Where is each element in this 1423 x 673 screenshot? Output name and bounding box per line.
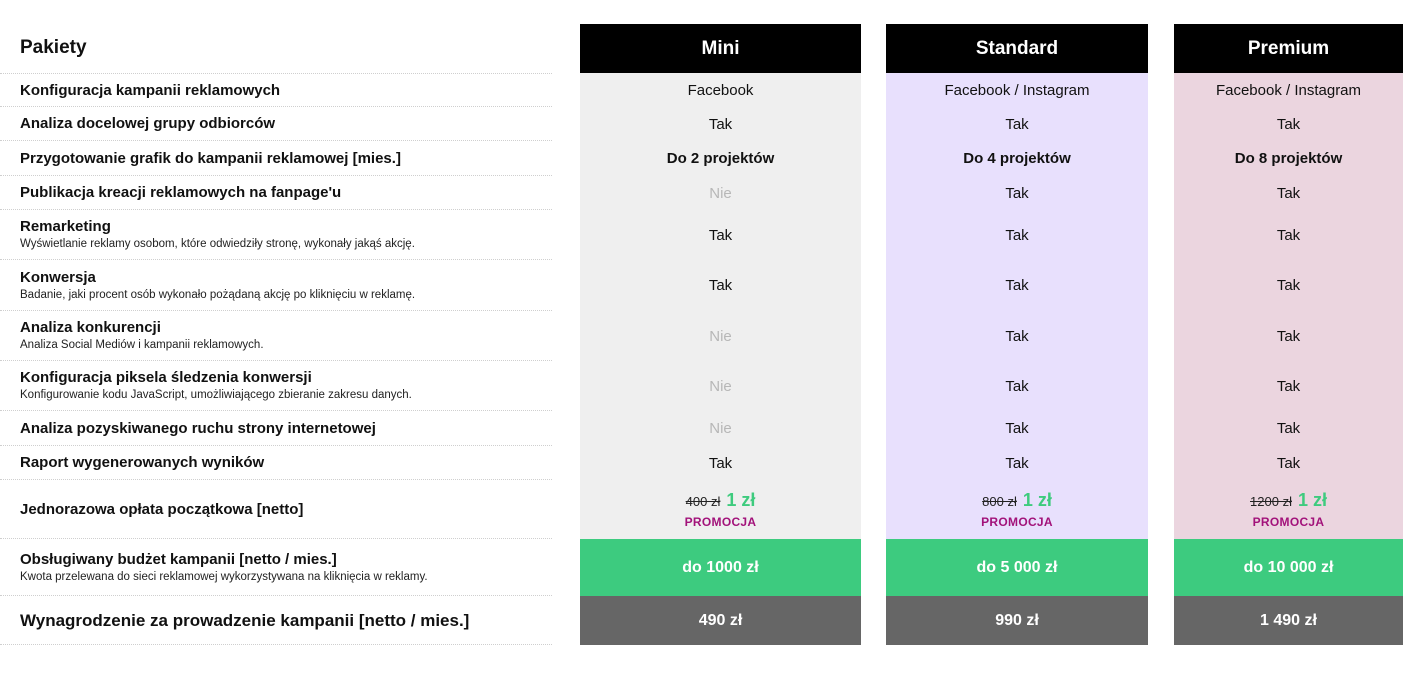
promo-label: PROMOCJA bbox=[981, 515, 1053, 529]
promo-label: PROMOCJA bbox=[684, 515, 757, 529]
plan-value: Tak bbox=[708, 115, 733, 133]
feature-title: Jednorazowa opłata początkowa [netto] bbox=[20, 500, 304, 518]
price-line bbox=[1250, 490, 1327, 511]
feature-title: Konfiguracja piksela śledzenia konwersji bbox=[20, 369, 312, 386]
plan-value: Tak bbox=[1276, 327, 1301, 345]
plan-value: Tak bbox=[1276, 454, 1301, 472]
plan-value: Tak bbox=[1276, 115, 1301, 133]
feature-title: Remarketing bbox=[20, 218, 111, 235]
setup-fee-cell bbox=[886, 480, 1148, 539]
old-price: 1200 zł bbox=[1250, 494, 1292, 509]
price-line bbox=[686, 490, 756, 511]
plan-value: Tak bbox=[708, 277, 733, 294]
feature-row bbox=[0, 596, 552, 645]
plan-value: Nie bbox=[709, 184, 732, 202]
feature-row bbox=[0, 107, 552, 141]
fee-cell: 1 490 zł bbox=[1174, 596, 1403, 645]
plan-value: Tak bbox=[1276, 184, 1301, 202]
feature-title: Konfiguracja kampanii reklamowych bbox=[20, 81, 281, 99]
feature-description: Analiza Social Mediów i kampanii reklamowych. bbox=[20, 339, 264, 351]
new-price: 1 zł bbox=[1022, 490, 1052, 510]
feature-row bbox=[0, 141, 552, 176]
feature-row bbox=[0, 361, 552, 411]
plan-value: Facebook / Instagram bbox=[944, 81, 1090, 99]
feature-description: Kwota przelewana do sieci reklamowej wykorzystywana na kliknięcia w reklamy. bbox=[20, 570, 428, 583]
old-price: 400 zł bbox=[685, 494, 721, 509]
feature-title: Konwersja bbox=[20, 268, 96, 286]
plan-value: Tak bbox=[1005, 327, 1029, 345]
feature-title: Analiza docelowej grupy odbiorców bbox=[20, 115, 276, 132]
plan-value: Facebook / Instagram bbox=[1215, 81, 1362, 99]
feature-row bbox=[0, 446, 552, 480]
feature-title: Obsługiwany budżet kampanii [netto / mies.] bbox=[20, 550, 337, 568]
setup-fee-cell bbox=[580, 480, 861, 539]
feature-description: Konfigurowanie kodu JavaScript, umożliwiającego zbieranie zakresu danych. bbox=[20, 389, 412, 401]
budget-cell: do 1000 zł bbox=[580, 539, 861, 596]
setup-fee-cell bbox=[1174, 480, 1403, 539]
promo-label: PROMOCJA bbox=[1252, 515, 1325, 529]
plan-value: Tak bbox=[1276, 420, 1301, 437]
feature-title: Publikacja kreacji reklamowych na fanpage'u bbox=[20, 184, 342, 201]
plan-name: Mini bbox=[580, 24, 861, 73]
plan-value: Nie bbox=[709, 327, 732, 345]
plan-column-mini bbox=[580, 24, 861, 645]
feature-row bbox=[0, 411, 552, 446]
plan-value: Tak bbox=[1005, 277, 1029, 294]
plan-value: Tak bbox=[708, 226, 733, 244]
plan-value: Tak bbox=[1005, 420, 1029, 437]
plan-value: Tak bbox=[1005, 115, 1029, 133]
feature-description: Badanie, jaki procent osób wykonało pożądaną akcję po kliknięciu w reklamę. bbox=[20, 288, 416, 301]
plan-value: Tak bbox=[1276, 226, 1301, 244]
plan-value: Do 4 projektów bbox=[963, 150, 1071, 167]
feature-row bbox=[0, 176, 552, 210]
plan-column-premium bbox=[1174, 24, 1403, 645]
feature-row bbox=[0, 73, 552, 107]
feature-title: Raport wygenerowanych wyników bbox=[20, 454, 265, 471]
feature-description: Wyświetlanie reklamy osobom, które odwiedziły stronę, wykonały jakąś akcję. bbox=[20, 238, 415, 250]
plan-value: Tak bbox=[1005, 226, 1029, 244]
plan-value: Tak bbox=[1005, 184, 1029, 202]
plan-column-standard bbox=[886, 24, 1148, 645]
feature-row bbox=[0, 260, 552, 311]
feature-row bbox=[0, 480, 552, 539]
plan-value: Tak bbox=[1276, 377, 1301, 395]
old-price: 800 zł bbox=[982, 494, 1017, 509]
plan-value: Nie bbox=[709, 420, 732, 437]
price-line bbox=[982, 490, 1052, 511]
new-price: 1 zł bbox=[1297, 490, 1327, 510]
plan-value: Tak bbox=[1005, 454, 1029, 472]
plan-value: Do 8 projektów bbox=[1234, 150, 1343, 167]
budget-cell: do 5 000 zł bbox=[886, 539, 1148, 596]
new-price: 1 zł bbox=[726, 490, 756, 510]
plan-value: Tak bbox=[1276, 277, 1301, 294]
packages-heading: Pakiety bbox=[20, 37, 87, 58]
feature-row bbox=[0, 311, 552, 361]
feature-title: Wynagrodzenie za prowadzenie kampanii [netto / mies.] bbox=[20, 610, 470, 630]
feature-title: Analiza konkurencji bbox=[20, 319, 161, 336]
feature-title: Przygotowanie grafik do kampanii reklamowej [mies.] bbox=[20, 149, 401, 167]
feature-row bbox=[0, 210, 552, 260]
fee-cell: 990 zł bbox=[886, 596, 1148, 645]
plan-value: Facebook bbox=[687, 81, 754, 99]
plan-value: Do 2 projektów bbox=[666, 150, 775, 167]
plan-name: Standard bbox=[886, 24, 1148, 73]
plan-value: Nie bbox=[709, 377, 732, 395]
plan-name: Premium bbox=[1174, 24, 1403, 73]
plan-value: Tak bbox=[708, 454, 733, 472]
fee-cell: 490 zł bbox=[580, 596, 861, 645]
feature-row bbox=[0, 539, 552, 596]
budget-cell: do 10 000 zł bbox=[1174, 539, 1403, 596]
plan-value: Tak bbox=[1005, 377, 1029, 395]
feature-title: Analiza pozyskiwanego ruchu strony internetowej bbox=[20, 419, 376, 437]
